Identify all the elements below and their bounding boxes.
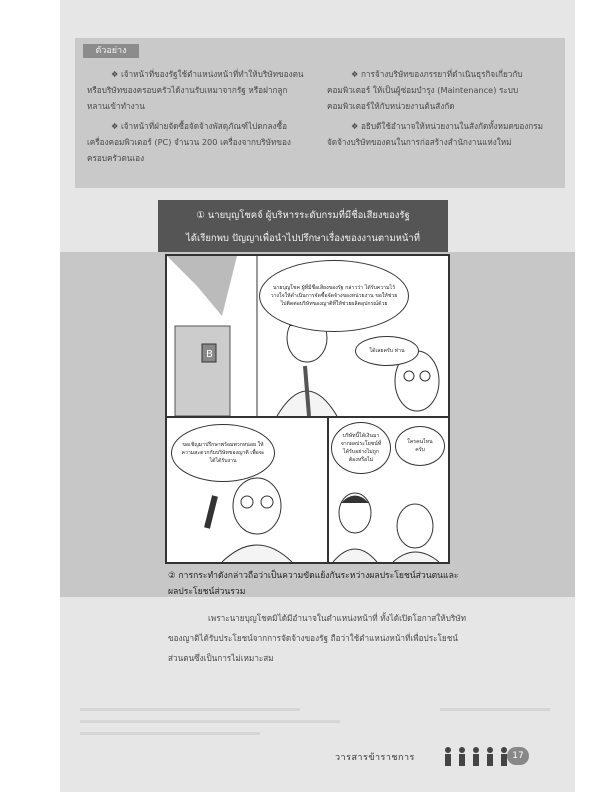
example-item: ❖ การจ้างบริษัทของภรรยาที่ดำเนินธุรกิจเกี่ยวกับคอมพิวเตอร์ ให้เป็นผู้ซ่อมบำรุง (Maintenance) ระบบคอมพิวเตอร์ให้กับหน่วยงานต้นสังกัด xyxy=(327,69,523,111)
example-left-column xyxy=(87,66,305,170)
comic-panel-bottom-right xyxy=(329,418,448,562)
comic-panel-top xyxy=(167,256,448,418)
speech-bubble: บริษัทนี้ได้เงินมาจากผลประโยชน์ที่ได้รับอย่างไม่ถูกต้องหรือไม่ xyxy=(331,422,391,474)
comic-panel-bottom-left xyxy=(167,418,329,562)
body-paragraph: เพราะนายบุญโชคมิได้มีอำนาจในตำแหน่งหน้าที่ ทั้งได้เปิดโอกาสให้บริษัทของญาติได้รับประโยชน์จากการจัดจ้างของรัฐ ถือว่าใช้ตำแหน่งหน้าที่เพื่อประโยชน์ส่วนตนซึ่งเป็นการไม่เหมาะสม xyxy=(168,613,467,663)
journal-title: วารสารข้าราชการ xyxy=(335,753,415,763)
speech-bubble: นายบุญโชค ผู้ที่มีชื่อเสียงของรัฐ กล่าวว่า ได้รับความไว้วางใจให้ดำเนินการจัดซื้อจัดจ้างของหน่วยงาน ขอให้ช่วยไปติดต่อบริษัทของญาติที่ให้ช่วยผลิตอุปกรณ์ด้วย xyxy=(259,260,409,332)
example-box xyxy=(75,38,565,188)
page-footer xyxy=(335,745,575,767)
example-right-column xyxy=(327,66,545,154)
comic-caption: ② การกระทำดังกล่าวถือว่าเป็นความขัดแย้งกันระหว่างผลประโยชน์ส่วนตนและผลประโยชน์ส่วนรวม xyxy=(168,571,459,597)
faint-background-text xyxy=(60,700,575,750)
speech-bubble: ขอเชิญมาปรึกษาพร้อมพวกหน่อย ให้ความสะดวกกับบริษัทของญาติ เพื่อจะได้ได้รับงาน xyxy=(171,424,275,482)
example-item: ❖ อธิบดีใช้อำนาจให้หน่วยงานในสังกัดทั้งหมดของกรมจัดจ้างบริษัทของตนในการก่อสร้างสำนักงานแห่งใหม่ xyxy=(327,121,544,147)
comic-strip xyxy=(165,254,450,564)
speech-bubble: ได้เลยครับ ท่าน xyxy=(355,336,419,366)
example-item: ❖ เจ้าหน้าที่ของรัฐใช้ตำแหน่งหน้าที่ทำให้บริษัทของตนหรือบริษัทของครอบครัวได้งานรับเหมาจากรัฐ หรือฝากลูกหลานเข้าทำงาน xyxy=(87,69,304,111)
topic-line-2: ได้เรียกพบ ปัญญาเพื่อนำไปปรึกษาเรื่องของงานตามหน้าที่ xyxy=(186,233,420,244)
page-number: 17 xyxy=(507,747,529,765)
people-figures-icon xyxy=(440,745,510,767)
example-tag: ตัวอย่าง xyxy=(83,44,139,58)
topic-banner xyxy=(158,200,448,252)
svg-text:B: B xyxy=(206,349,213,360)
example-item: ❖ เจ้าหน้าที่ฝ่ายจัดซื้อจัดจ้างพัสดุภัณฑ์ไปตกลงซื้อเครื่องคอมพิวเตอร์ (PC) จำนวน 200 เครื่องจากบริษัทของครอบครัวตนเอง xyxy=(87,121,291,163)
topic-line-1: ① นายบุญโชคจ์ ผู้บริหารระดับกรมที่มีชื่อเสียงของรัฐ xyxy=(196,210,410,221)
speech-bubble: ใครคนไหน ครับ xyxy=(395,426,445,466)
